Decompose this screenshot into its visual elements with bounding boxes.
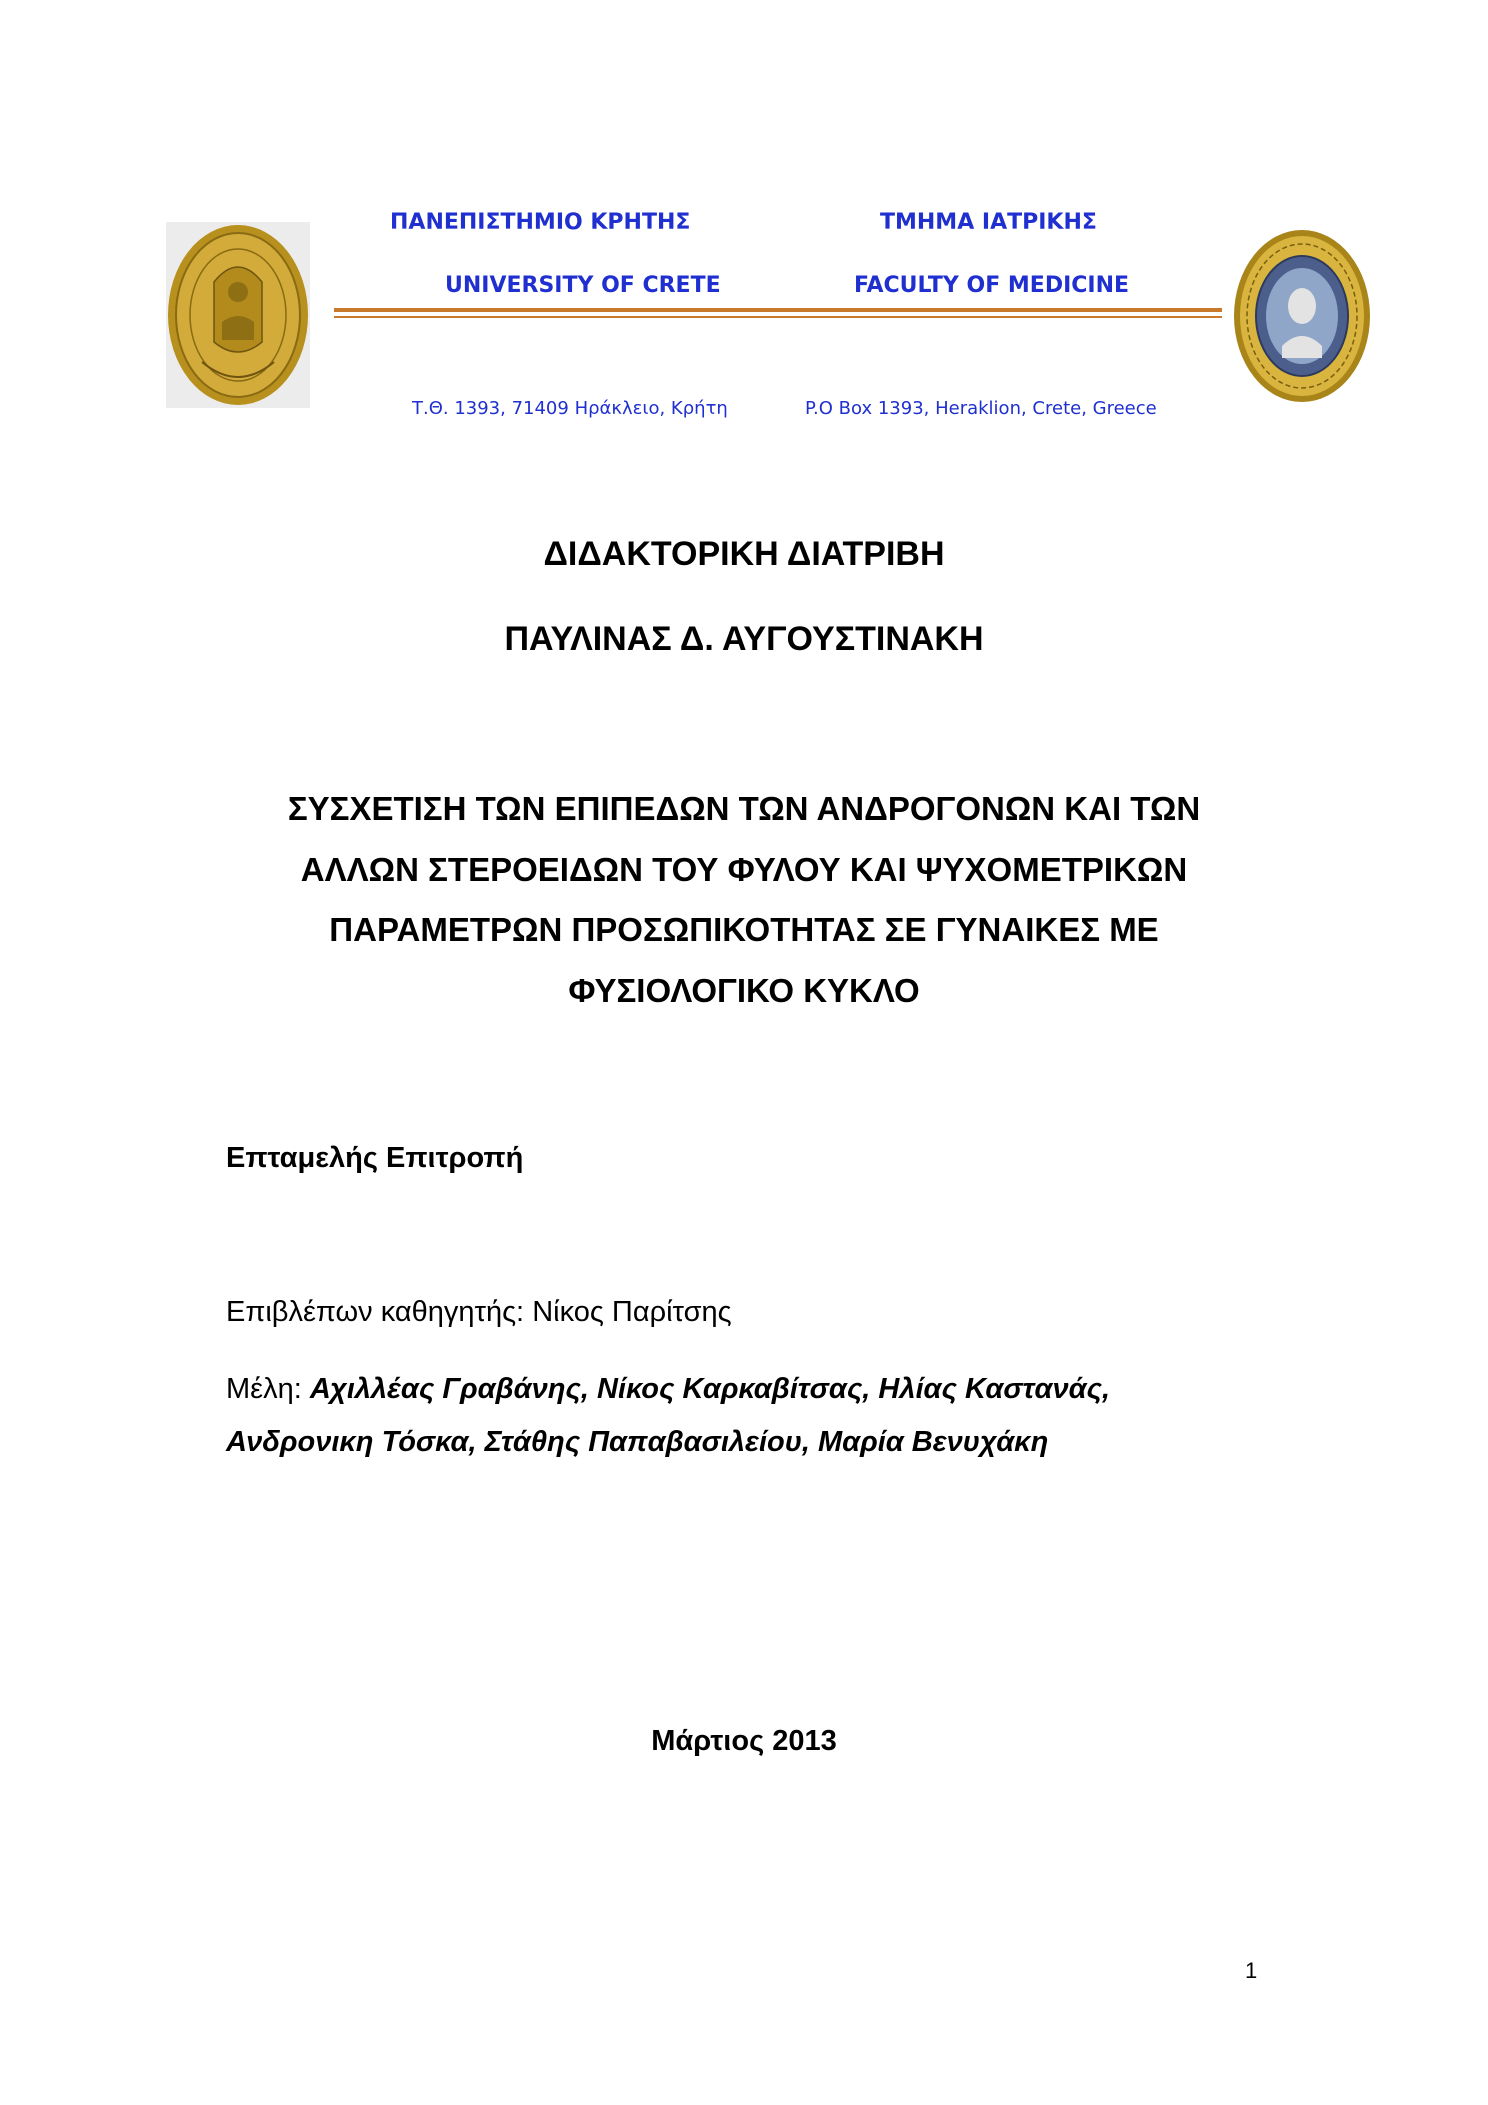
thesis-title-line: ΣΥΣΧΕΤΙΣΗ ΤΩΝ ΕΠΙΠΕΔΩΝ ΤΩΝ ΑΝΔΡΟΓΟΝΩΝ ΚΑΙ ΤΩΝ (287, 790, 1201, 827)
thesis-title-line: ΦΥΣΙΟΛΟΓΙΚΟ ΚΥΚΛΟ (568, 972, 920, 1009)
university-name-greek: ΠΑΝΕΠΙΣΤΗΜΙΟ ΚΡΗΤΗΣ (390, 210, 691, 235)
university-seal-icon (166, 222, 310, 408)
submission-date: Μάρτιος 2013 (651, 1725, 837, 1757)
committee-heading: Επταμελής Επιτροπή (226, 1142, 524, 1174)
author-name: ΠΑΥΛΙΝΑΣ Δ. ΑΥΓΟΥΣΤΙΝΑΚΗ (504, 620, 984, 658)
address-english: P.O Box 1393, Heraklion, Crete, Greece (805, 398, 1157, 419)
members-line-1 (226, 1373, 1110, 1406)
document-type: ΔΙΔΑΚΤΟΡΙΚΗ ΔΙΑΤΡΙΒΗ (543, 535, 945, 573)
members-line-2: Ανδρονικη Τόσκα, Στάθης Παπαβασιλείου, Μαρία Βενυχάκη (226, 1426, 1049, 1458)
department-name-greek: ΤΜΗΜΑ ΙΑΤΡΙΚΗΣ (880, 210, 1097, 235)
header-rule-bottom (334, 316, 1222, 318)
university-name-english: UNIVERSITY OF CRETE (445, 273, 721, 298)
supervisor-name: Νίκος Παρίτσης (532, 1296, 732, 1328)
members-names: Αχιλλέας Γραβάνης, Νίκος Καρκαβίτσας, Ηλίας Καστανάς, (309, 1373, 1111, 1405)
thesis-title-line: ΠΑΡΑΜΕΤΡΩΝ ΠΡΟΣΩΠΙΚΟΤΗΤΑΣ ΣΕ ΓΥΝΑΙΚΕΣ ΜΕ (329, 911, 1159, 948)
department-name-english: FACULTY OF MEDICINE (854, 273, 1130, 298)
supervisor-label: Επιβλέπων καθηγητής: (226, 1296, 525, 1328)
supervisor-line (226, 1296, 732, 1329)
members-label: Μέλη: (226, 1373, 302, 1405)
thesis-title-line: ΑΛΛΩΝ ΣΤΕΡΟΕΙΔΩΝ ΤΟΥ ΦΥΛΟΥ ΚΑΙ ΨΥΧΟΜΕΤΡΙΚΩΝ (300, 851, 1188, 888)
page-number: 1 (1245, 1958, 1258, 1983)
header-rule-top (334, 308, 1222, 312)
medical-school-seal-icon (1232, 226, 1372, 406)
address-greek: Τ.Θ. 1393, 71409 Ηράκλειο, Κρήτη (412, 398, 728, 419)
